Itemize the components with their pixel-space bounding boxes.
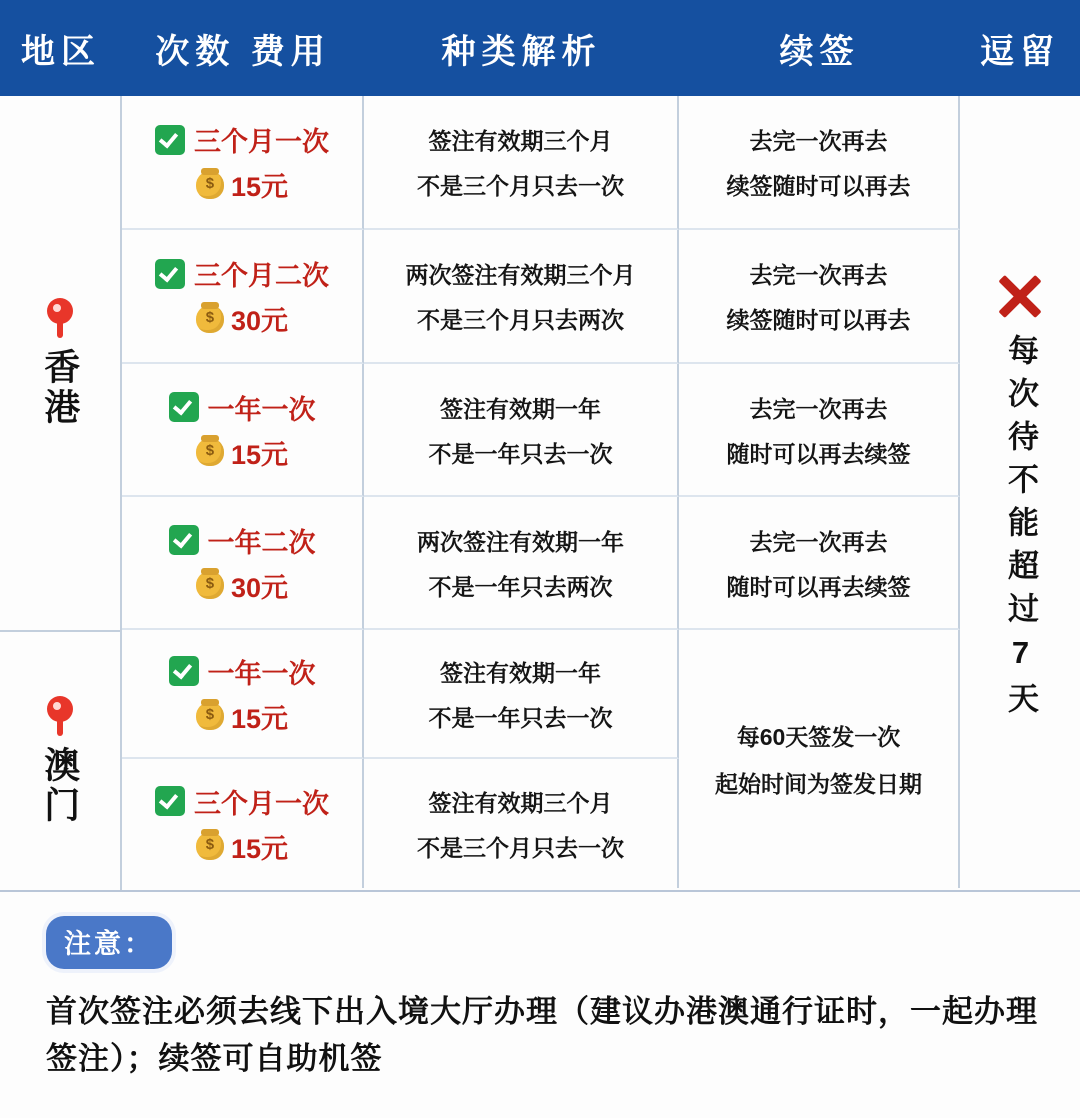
money-bag-icon xyxy=(196,702,224,730)
type-line: 签注有效期一年 xyxy=(440,395,601,422)
check-icon xyxy=(155,125,185,155)
renew-cell xyxy=(679,497,960,630)
money-bag-icon xyxy=(196,305,224,333)
fee-label: 15元 xyxy=(230,703,289,734)
type-line: 不是三个月只去一次 xyxy=(417,173,624,199)
check-icon xyxy=(155,259,185,289)
type-line: 不是三个月只去一次 xyxy=(417,834,624,861)
table-header xyxy=(0,0,1080,96)
count-label: 一年一次 xyxy=(207,658,316,689)
region-cell-hongkong xyxy=(0,96,120,632)
money-bag-icon xyxy=(196,832,224,860)
type-line: 两次签注有效期三个月 xyxy=(405,262,636,288)
count-label: 一年二次 xyxy=(207,527,316,558)
fee-label: 15元 xyxy=(230,172,289,202)
renew-cell xyxy=(679,364,960,497)
count-fee-cell xyxy=(122,364,364,497)
table-row xyxy=(122,497,960,630)
header-cell-count-fee: 次数 费用 xyxy=(155,32,331,71)
region-label: 香港 xyxy=(39,348,81,428)
renew-line: 去完一次再去 xyxy=(749,528,888,555)
table-body xyxy=(0,96,1080,892)
type-cell xyxy=(364,759,679,888)
header-cell-stay: 逗留 xyxy=(980,32,1060,71)
header-cell-type: 种类解析 xyxy=(441,32,602,71)
check-icon xyxy=(169,525,199,555)
count-label: 一年一次 xyxy=(207,394,316,425)
stay-column xyxy=(960,96,1080,890)
renew-line: 每60天签发一次 xyxy=(736,724,901,750)
type-line: 签注有效期三个月 xyxy=(428,128,613,154)
region-column xyxy=(0,96,122,890)
table-row xyxy=(122,230,960,364)
header-cell-renew: 续签 xyxy=(779,32,860,71)
note-section xyxy=(0,892,1080,1092)
type-cell xyxy=(364,364,679,497)
header-cell-region: 地区 xyxy=(21,32,101,71)
renew-line: 随时可以再去续签 xyxy=(726,440,911,467)
renew-line: 去完一次再去 xyxy=(749,262,888,288)
table-row xyxy=(122,630,679,759)
stay-label: 每次待不能超过7天 xyxy=(1003,333,1039,725)
renew-line: 续签随时可以再去 xyxy=(726,173,911,199)
fee-label: 15元 xyxy=(230,833,289,864)
location-pin-icon xyxy=(47,298,73,338)
count-label: 三个月二次 xyxy=(194,261,329,291)
type-line: 签注有效期三个月 xyxy=(428,789,613,816)
fee-label: 30元 xyxy=(230,572,289,603)
renew-cell xyxy=(679,96,960,230)
note-body: 首次签注必须去线下出入境大厅办理（建议办港澳通行证时，一起办理签注）；续签可自助机签 xyxy=(46,994,1038,1076)
type-line: 不是一年只去一次 xyxy=(428,704,613,731)
count-fee-cell xyxy=(122,759,364,888)
renew-cell xyxy=(679,230,960,364)
fee-label: 15元 xyxy=(230,439,289,470)
renew-line: 随时可以再去续签 xyxy=(726,573,911,600)
type-line: 两次签注有效期一年 xyxy=(417,528,624,555)
renew-line: 去完一次再去 xyxy=(749,128,888,154)
type-line: 签注有效期一年 xyxy=(440,659,601,686)
count-label: 三个月一次 xyxy=(194,788,329,819)
cross-mark-icon xyxy=(996,272,1044,320)
macau-row-group xyxy=(122,630,960,888)
type-cell xyxy=(364,497,679,630)
type-cell xyxy=(364,96,679,230)
count-fee-cell xyxy=(122,630,364,759)
note-badge: 注意： xyxy=(46,916,172,969)
renew-line: 续签随时可以再去 xyxy=(726,307,911,333)
type-cell xyxy=(364,230,679,364)
location-pin-icon xyxy=(47,696,73,736)
type-line: 不是一年只去两次 xyxy=(428,573,613,600)
table-row xyxy=(122,759,679,888)
detail-columns xyxy=(122,96,960,890)
money-bag-icon xyxy=(196,438,224,466)
region-label: 澳门 xyxy=(39,746,81,826)
macau-rows xyxy=(122,630,679,888)
table-row xyxy=(122,364,960,497)
fee-label: 30元 xyxy=(230,306,289,336)
region-cell-macau xyxy=(0,632,120,890)
type-cell xyxy=(364,630,679,759)
renew-line: 起始时间为签发日期 xyxy=(715,771,922,797)
count-fee-cell xyxy=(122,230,364,364)
money-bag-icon xyxy=(196,571,224,599)
renew-line: 去完一次再去 xyxy=(749,395,888,422)
money-bag-icon xyxy=(196,171,224,199)
count-fee-cell xyxy=(122,96,364,230)
count-label: 三个月一次 xyxy=(194,127,329,157)
check-icon xyxy=(169,392,199,422)
renew-cell-macau-merged xyxy=(679,630,960,888)
count-fee-cell xyxy=(122,497,364,630)
type-line: 不是一年只去一次 xyxy=(428,440,613,467)
check-icon xyxy=(155,786,185,816)
table-row xyxy=(122,96,960,230)
type-line: 不是三个月只去两次 xyxy=(417,307,624,333)
check-icon xyxy=(169,656,199,686)
